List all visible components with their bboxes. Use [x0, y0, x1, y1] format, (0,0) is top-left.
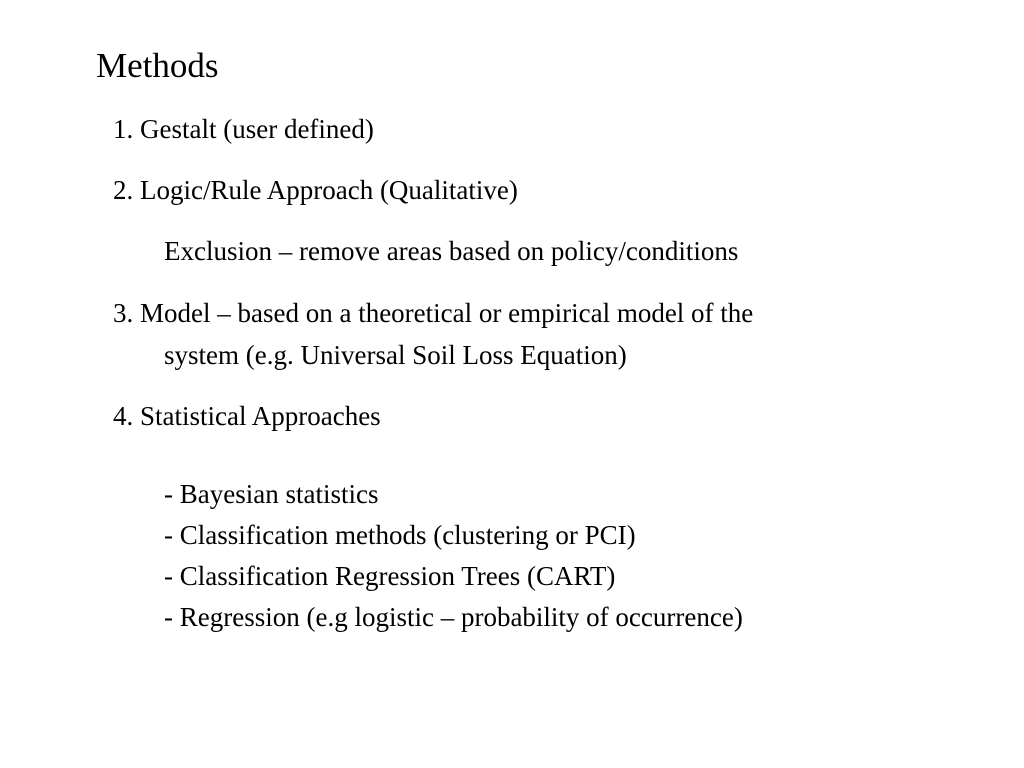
bullet-classification-methods: - Classification methods (clustering or PCI)	[164, 520, 636, 550]
method-item-logic-rule: 2. Logic/Rule Approach (Qualitative)	[113, 175, 518, 205]
method-subitem-exclusion: Exclusion – remove areas based on policy/conditions	[164, 236, 739, 266]
slide-title: Methods	[96, 46, 219, 85]
bullet-regression: - Regression (e.g logistic – probability of occurrence)	[164, 602, 743, 632]
method-item-gestalt: 1. Gestalt (user defined)	[113, 114, 374, 144]
bullet-bayesian: - Bayesian statistics	[164, 479, 379, 509]
method-item-model: 3. Model – based on a theoretical or empirical model of the	[113, 298, 754, 328]
bullet-cart: - Classification Regression Trees (CART)	[164, 561, 616, 591]
method-item-model-continuation: system (e.g. Universal Soil Loss Equation)	[164, 340, 627, 370]
statistical-bullet-list	[164, 474, 743, 638]
method-item-statistical: 4. Statistical Approaches	[113, 401, 381, 431]
